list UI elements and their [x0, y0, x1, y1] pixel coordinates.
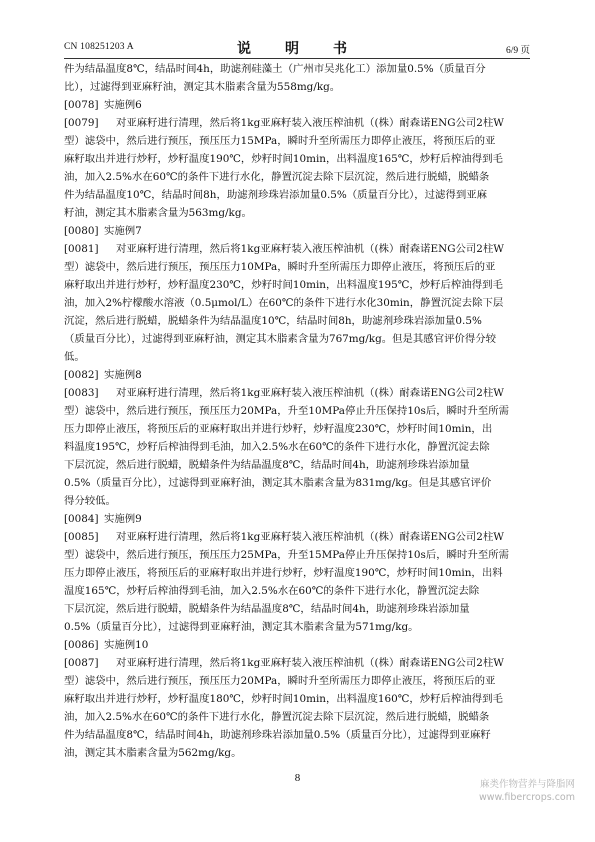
text-line — [64, 438, 536, 456]
paragraph — [64, 384, 536, 510]
text-line — [64, 186, 536, 204]
text-line — [64, 330, 536, 348]
paragraph — [64, 528, 536, 636]
text-line — [64, 258, 536, 276]
watermark-url: www.fibercrops.com — [478, 792, 575, 803]
paragraph-number: [0081] — [64, 243, 99, 255]
line-text: 对亚麻籽进行清理，然后将1kg亚麻籽装入液压榨油机（(株）耐森诺ENG公司2柱W — [116, 387, 504, 399]
page-reference: 6/9 页 — [505, 46, 530, 56]
line-text: 料温度195℃，炒籽后榨油得到毛油，加入2.5%水在60℃的条件下进行水化，静置沉淀去除 — [64, 441, 490, 453]
text-line — [64, 546, 536, 564]
paragraph-number: [0078] — [64, 99, 99, 111]
paragraph-number: [0082] — [64, 369, 99, 381]
line-text: 籽油，测定其木脂素含量为563mg/kg。 — [64, 207, 252, 219]
example-heading — [64, 96, 536, 114]
example-heading — [64, 636, 536, 654]
paragraph-number: [0083] — [64, 387, 99, 399]
example-heading — [64, 222, 536, 240]
line-text: 油，加入2.5%水在60℃的条件下进行水化，静置沉淀去除下层沉淀，然后进行脱蜡，脱蜡条 — [64, 171, 490, 183]
paragraph — [64, 114, 536, 222]
watermark-title: 麻类作物营养与降脂网 — [479, 779, 575, 790]
line-text: 沉淀，然后进行脱蜡，脱蜡条件为结晶温度10℃，结晶时间8h，助滤剂珍珠岩添加量0.5% — [64, 315, 482, 327]
line-text: 对亚麻籽进行清理，然后将1kg亚麻籽装入液压榨油机（(株）耐森诺ENG公司2柱W — [116, 657, 504, 669]
line-text: 比），过滤得到亚麻籽油，测定其木脂素含量为558mg/kg。 — [64, 81, 341, 93]
paragraph-number: [0079] — [64, 117, 99, 129]
line-text: 压力即停止液压，将预压后的亚麻籽取出并进行炒籽，炒籽温度230℃，炒籽时间10min，出 — [64, 423, 493, 435]
line-text: （质量百分比），过滤得到亚麻籽油，测定其木脂素含量为767mg/kg。但是其感官评价得分较 — [64, 333, 497, 345]
line-text: 下层沉淀，然后进行脱蜡，脱蜡条件为结晶温度8℃，结晶时间4h，助滤剂珍珠岩添加量 — [64, 603, 470, 615]
text-line — [64, 294, 536, 312]
text-line — [64, 60, 536, 78]
document-body — [64, 60, 536, 762]
line-text: 油，加入2.5%水在60℃的条件下进行水化，静置沉淀去除下层沉淀，然后进行脱蜡，脱蜡条 — [64, 711, 490, 723]
text-line — [64, 474, 536, 492]
text-line — [64, 672, 536, 690]
line-text: 0.5%（质量百分比），过滤得到亚麻籽油，测定其木脂素含量为571mg/kg。 — [64, 621, 419, 633]
line-text: 型）滤袋中，然后进行预压，预压压力15MPa，瞬时升至所需压力即停止液压，将预压后的亚 — [64, 135, 496, 147]
text-line — [64, 456, 536, 474]
heading-text: 实施例6 — [104, 99, 142, 111]
line-text: 温度165℃，炒籽后榨油得到毛油，加入2.5%水在60℃的条件下进行水化，静置沉淀去除 — [64, 585, 480, 597]
continued-paragraph — [64, 60, 536, 96]
text-line — [64, 78, 536, 96]
site-watermark — [479, 778, 575, 804]
text-line — [64, 726, 536, 744]
line-text: 0.5%（质量百分比），过滤得到亚麻籽油，测定其木脂素含量为831mg/kg。但是其感官评价 — [64, 477, 492, 489]
text-line — [64, 492, 536, 510]
paragraph — [64, 654, 536, 762]
text-line — [64, 132, 536, 150]
paragraph-number: [0085] — [64, 531, 99, 543]
text-line — [64, 744, 536, 762]
text-line — [64, 618, 536, 636]
text-line — [64, 564, 536, 582]
text-line — [64, 690, 536, 708]
line-text: 麻籽取出并进行炒籽，炒籽温度180℃，炒籽时间10min，出料温度160℃，炒籽后榨油得到毛 — [64, 693, 503, 705]
text-line — [64, 204, 536, 222]
paragraph — [64, 240, 536, 366]
paragraph-number: [0087] — [64, 657, 99, 669]
text-line — [64, 348, 536, 366]
line-text: 麻籽取出并进行炒籽，炒籽温度230℃，炒籽时间10min，出料温度195℃，炒籽后榨油得到毛 — [64, 279, 503, 291]
line-text: 件为结晶温度10℃，结晶时间8h，助滤剂珍珠岩添加量0.5%（质量百分比），过滤得到亚麻 — [64, 189, 488, 201]
text-line — [64, 420, 536, 438]
text-line — [64, 528, 536, 546]
paragraph-number: [0084] — [64, 513, 99, 525]
line-text: 对亚麻籽进行清理，然后将1kg亚麻籽装入液压榨油机（(株）耐森诺ENG公司2柱W — [116, 117, 504, 129]
paragraph-number: [0086] — [64, 639, 99, 651]
text-line — [64, 114, 536, 132]
line-text: 低。 — [64, 351, 85, 363]
line-text: 对亚麻籽进行清理，然后将1kg亚麻籽装入液压榨油机（(株）耐森诺ENG公司2柱W — [116, 531, 504, 543]
line-text: 油，测定其木脂素含量为562mg/kg。 — [64, 747, 242, 759]
text-line — [64, 150, 536, 168]
line-text: 压力即停止液压，将预压后的亚麻籽取出并进行炒籽，炒籽温度190℃，炒籽时间10min，出料 — [64, 567, 503, 579]
page-number: 8 — [294, 772, 301, 784]
text-line — [64, 654, 536, 672]
text-line — [64, 240, 536, 258]
text-line — [64, 582, 536, 600]
page-header — [64, 38, 530, 56]
line-text: 对亚麻籽进行清理，然后将1kg亚麻籽装入液压榨油机（(株）耐森诺ENG公司2柱W — [116, 243, 504, 255]
example-heading — [64, 510, 536, 528]
text-line — [64, 168, 536, 186]
line-text: 麻籽取出并进行炒籽，炒籽温度190℃，炒籽时间10min，出料温度165℃，炒籽后榨油得到毛 — [64, 153, 503, 165]
heading-text: 实施例7 — [104, 225, 142, 237]
example-heading — [64, 366, 536, 384]
text-line — [64, 384, 536, 402]
text-line — [64, 276, 536, 294]
text-line — [64, 312, 536, 330]
document-title: 说 明 书 — [237, 41, 357, 57]
patent-number: CN 108251203 A — [64, 42, 134, 52]
heading-text: 实施例8 — [104, 369, 142, 381]
line-text: 得分较低。 — [64, 495, 116, 507]
paragraph-number: [0080] — [64, 225, 99, 237]
line-text: 型）滤袋中，然后进行预压，预压压力25MPa，升至15MPa停止升压保持10s后，瞬时升至所需 — [64, 549, 509, 561]
line-text: 型）滤袋中，然后进行预压，预压压力20MPa，升至10MPa停止升压保持10s后，瞬时升至所需 — [64, 405, 509, 417]
text-line — [64, 708, 536, 726]
line-text: 件为结晶温度8℃，结晶时间4h，助滤剂硅藻土（广州市吴兆化工）添加量0.5%（质量百分 — [64, 63, 486, 75]
line-text: 型）滤袋中，然后进行预压，预压压力20MPa，瞬时升至所需压力即停止液压，将预压后的亚 — [64, 675, 496, 687]
header-divider — [64, 58, 530, 59]
line-text: 型）滤袋中，然后进行预压，预压压力10MPa，瞬时升至所需压力即停止液压，将预压后的亚 — [64, 261, 496, 273]
line-text: 下层沉淀，然后进行脱蜡，脱蜡条件为结晶温度8℃，结晶时间4h，助滤剂珍珠岩添加量 — [64, 459, 470, 471]
heading-text: 实施例10 — [104, 639, 149, 651]
line-text: 件为结晶温度8℃，结晶时间4h，助滤剂珍珠岩添加量0.5%（质量百分比），过滤得到亚麻籽 — [64, 729, 491, 741]
line-text: 油，加入2%柠檬酸水溶液（0.5μmol/L）在60℃的条件下进行水化30min，静置沉淀去除下层 — [64, 297, 504, 309]
text-line — [64, 600, 536, 618]
text-line — [64, 402, 536, 420]
heading-text: 实施例9 — [104, 513, 142, 525]
